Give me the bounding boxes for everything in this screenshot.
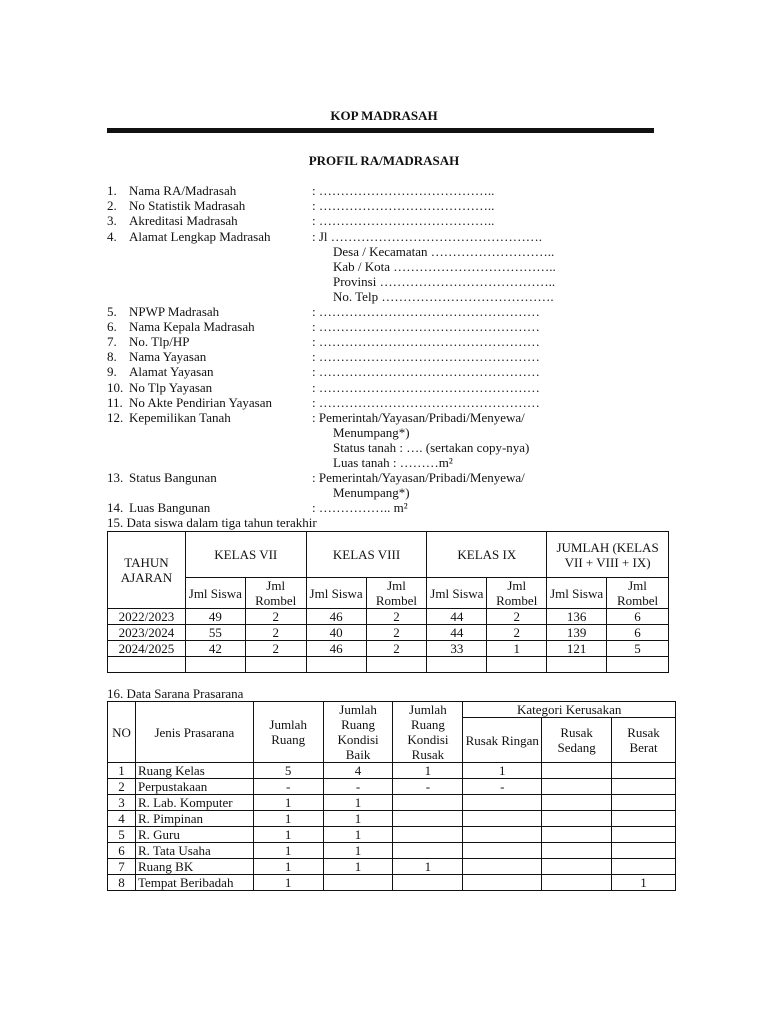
table-cell (463, 843, 542, 859)
table-cell: 2 (366, 609, 427, 625)
item-value: : …………………………………………… (312, 364, 540, 379)
table-cell: 1 (393, 763, 463, 779)
table-cell: 2 (487, 625, 547, 641)
tahun-ajaran-header: TAHUN AJARAN (108, 532, 186, 609)
table-row (108, 609, 669, 625)
item-label: Luas Bangunan (129, 500, 211, 515)
item-label: Kepemilikan Tanah (129, 410, 231, 425)
table-cell (463, 811, 542, 827)
table-cell: 1 (323, 811, 393, 827)
table-cell: 4 (323, 763, 393, 779)
jenis-cell: Tempat Beribadah (135, 875, 253, 891)
no-cell: 1 (108, 763, 136, 779)
item-value: : ………………………………….. (312, 213, 495, 228)
table-row (108, 811, 676, 827)
item-number: 14. (107, 500, 124, 515)
sub-jml-rombel: Jml Rombel (245, 578, 306, 609)
item-number: 2. (107, 198, 117, 213)
table-row (108, 827, 676, 843)
table-row (108, 625, 669, 641)
item-number: 5. (107, 304, 117, 319)
no-cell: 2 (108, 779, 136, 795)
no-header: NO (108, 702, 136, 763)
table-cell (542, 843, 612, 859)
table-cell: 1 (323, 843, 393, 859)
item-number: 9. (107, 364, 117, 379)
table-cell (547, 657, 607, 673)
item-label: No. Tlp/HP (129, 334, 190, 349)
tahun-cell (108, 657, 186, 673)
table-row (108, 641, 669, 657)
item-value: : ………………………………….. (312, 183, 495, 198)
table-cell: 44 (427, 609, 487, 625)
table-cell (463, 827, 542, 843)
table-cell: 55 (185, 625, 245, 641)
table-cell: 139 (547, 625, 607, 641)
sub-jml-rombel: Jml Rombel (607, 578, 669, 609)
table-cell: - (253, 779, 323, 795)
table-cell (463, 859, 542, 875)
item-number: 6. (107, 319, 117, 334)
sub-jml-siswa: Jml Siswa (185, 578, 245, 609)
sub-jml-rombel: Jml Rombel (366, 578, 427, 609)
item-value: : Pemerintah/Yayasan/Pribadi/Menyewa/ (312, 410, 525, 425)
item-value: : …………….. m² (312, 500, 408, 515)
table-cell: 136 (547, 609, 607, 625)
table-cell: 1 (323, 827, 393, 843)
table-cell (612, 763, 676, 779)
jenis-cell: R. Lab. Komputer (135, 795, 253, 811)
table-cell: 1 (253, 795, 323, 811)
table-cell: 1 (487, 641, 547, 657)
table-cell: - (393, 779, 463, 795)
item-value: : Jl …………………………………………. (312, 229, 543, 244)
item-value: : …………………………………………… (312, 334, 540, 349)
table-cell (393, 827, 463, 843)
table-row (108, 875, 676, 891)
table-cell: 6 (607, 625, 669, 641)
jenis-cell: R. Tata Usaha (135, 843, 253, 859)
table-cell: 1 (323, 859, 393, 875)
item-label: Status Bangunan (129, 470, 217, 485)
table-row (108, 859, 676, 875)
jenis-cell: Ruang BK (135, 859, 253, 875)
kategori-kerusakan-header: Kategori Kerusakan (463, 702, 676, 718)
kelas-ix-header: KELAS IX (427, 532, 547, 578)
jumlah-ruang-header: Jumlah Ruang (253, 702, 323, 763)
item-label: No Akte Pendirian Yayasan (129, 395, 272, 410)
table-row (108, 763, 676, 779)
item-label: Nama Kepala Madrasah (129, 319, 255, 334)
item-label: No Statistik Madrasah (129, 198, 246, 213)
table-cell (607, 657, 669, 673)
jenis-cell: R. Pimpinan (135, 811, 253, 827)
table-cell: 2 (245, 625, 306, 641)
table-cell: 1 (253, 875, 323, 891)
table-cell (612, 795, 676, 811)
rusak-ringan-header: Rusak Ringan (463, 718, 542, 763)
item-number: 12. (107, 410, 124, 425)
item-value: : ………………………………….. (312, 198, 495, 213)
address-provinsi-text: Provinsi ………………………………….. (333, 274, 556, 289)
address-telp-text: No. Telp …………………………………. (333, 289, 554, 304)
table-cell (245, 657, 306, 673)
item-label: Alamat Yayasan (129, 364, 214, 379)
no-cell: 8 (108, 875, 136, 891)
table-cell: 1 (463, 763, 542, 779)
table-cell (542, 795, 612, 811)
item-label: No Tlp Yayasan (129, 380, 213, 395)
rusak-sedang-header: Rusak Sedang (542, 718, 612, 763)
table-cell: 40 (306, 625, 366, 641)
item-number: 8. (107, 349, 117, 364)
table-cell: 1 (253, 859, 323, 875)
item-value: : …………………………………………… (312, 304, 540, 319)
table-cell (393, 811, 463, 827)
table-cell (427, 657, 487, 673)
item-value: : …………………………………………… (312, 380, 540, 395)
table-cell: 2 (366, 641, 427, 657)
item-number: 10. (107, 380, 124, 395)
item-label: Akreditasi Madrasah (129, 213, 238, 228)
table-cell: 49 (185, 609, 245, 625)
table-cell (612, 811, 676, 827)
table-cell: 1 (253, 827, 323, 843)
tahun-cell: 2022/2023 (108, 609, 186, 625)
table-cell: 2 (245, 609, 306, 625)
tanah-luas-text: Luas tanah : ………m² (333, 455, 453, 470)
no-cell: 4 (108, 811, 136, 827)
table-cell (185, 657, 245, 673)
table-cell (463, 875, 542, 891)
table-cell: - (463, 779, 542, 795)
table-cell: 2 (366, 625, 427, 641)
table-cell: 46 (306, 641, 366, 657)
table-cell: 1 (253, 843, 323, 859)
table-cell: 2 (487, 609, 547, 625)
item-label: Nama RA/Madrasah (129, 183, 237, 198)
rusak-berat-header: Rusak Berat (612, 718, 676, 763)
item-value: : …………………………………………… (312, 349, 540, 364)
item-value: : …………………………………………… (312, 395, 540, 410)
tahun-cell: 2024/2025 (108, 641, 186, 657)
table-cell (393, 843, 463, 859)
table-cell: 1 (393, 859, 463, 875)
item-number: 4. (107, 229, 117, 244)
kelas-vii-header: KELAS VII (185, 532, 306, 578)
item-value: : Pemerintah/Yayasan/Pribadi/Menyewa/ (312, 470, 525, 485)
table-cell (323, 875, 393, 891)
table-cell (306, 657, 366, 673)
table-cell: - (323, 779, 393, 795)
sarana-table (107, 701, 676, 891)
table-cell: 6 (607, 609, 669, 625)
sub-jml-siswa: Jml Siswa (547, 578, 607, 609)
jenis-cell: Perpustakaan (135, 779, 253, 795)
table-cell: 44 (427, 625, 487, 641)
table-row (108, 843, 676, 859)
table-cell (542, 811, 612, 827)
item-number: 7. (107, 334, 117, 349)
kelas-viii-header: KELAS VIII (306, 532, 427, 578)
sub-jml-siswa: Jml Siswa (427, 578, 487, 609)
kop-madrasah-heading: KOP MADRASAH (330, 108, 438, 123)
table-cell: 5 (607, 641, 669, 657)
table-cell: 1 (612, 875, 676, 891)
table-cell (542, 827, 612, 843)
item-number: 1. (107, 183, 117, 198)
item-value: : …………………………………………… (312, 319, 540, 334)
kondisi-rusak-header: Jumlah Ruang Kondisi Rusak (393, 702, 463, 763)
sarana-section-title: 16. Data Sarana Prasarana (107, 686, 244, 701)
page-title: PROFIL RA/MADRASAH (308, 153, 460, 168)
table-row (108, 795, 676, 811)
tanah-status-text: Status tanah : …. (sertakan copy-nya) (333, 440, 530, 455)
jumlah-header: JUMLAH (KELAS VII + VIII + IX) (547, 532, 669, 578)
table-cell (612, 827, 676, 843)
table-cell (542, 875, 612, 891)
address-desa-text: Desa / Kecamatan ……………………….. (333, 244, 555, 259)
jenis-prasarana-header: Jenis Prasarana (135, 702, 253, 763)
header-rule (107, 128, 654, 133)
table-row (108, 779, 676, 795)
siswa-section-title: 15. Data siswa dalam tiga tahun terakhir (107, 515, 317, 530)
item-number: 3. (107, 213, 117, 228)
address-kota-text: Kab / Kota ……………………………….. (333, 259, 556, 274)
tanah-line-text: Menumpang*) (333, 425, 410, 440)
table-cell: 42 (185, 641, 245, 657)
siswa-table (107, 531, 669, 673)
no-cell: 5 (108, 827, 136, 843)
no-cell: 6 (108, 843, 136, 859)
item-label: Alamat Lengkap Madrasah (129, 229, 271, 244)
bangunan-line-text: Menumpang*) (333, 485, 410, 500)
item-number: 13. (107, 470, 124, 485)
item-label: NPWP Madrasah (129, 304, 220, 319)
item-number: 11. (107, 395, 123, 410)
table-cell (393, 875, 463, 891)
sub-jml-rombel: Jml Rombel (487, 578, 547, 609)
no-cell: 3 (108, 795, 136, 811)
table-cell (612, 859, 676, 875)
no-cell: 7 (108, 859, 136, 875)
kondisi-baik-header: Jumlah Ruang Kondisi Baik (323, 702, 393, 763)
tahun-cell: 2023/2024 (108, 625, 186, 641)
table-cell: 5 (253, 763, 323, 779)
table-cell: 2 (245, 641, 306, 657)
table-cell (463, 795, 542, 811)
table-cell: 1 (323, 795, 393, 811)
jenis-cell: R. Guru (135, 827, 253, 843)
sub-jml-siswa: Jml Siswa (306, 578, 366, 609)
table-cell (366, 657, 427, 673)
table-cell (487, 657, 547, 673)
jenis-cell: Ruang Kelas (135, 763, 253, 779)
table-cell (612, 779, 676, 795)
table-cell (542, 859, 612, 875)
table-cell (393, 795, 463, 811)
table-cell: 33 (427, 641, 487, 657)
table-cell (612, 843, 676, 859)
table-row (108, 657, 669, 673)
table-cell: 1 (253, 811, 323, 827)
table-cell (542, 763, 612, 779)
table-cell (542, 779, 612, 795)
table-cell: 121 (547, 641, 607, 657)
table-cell: 46 (306, 609, 366, 625)
item-label: Nama Yayasan (129, 349, 207, 364)
